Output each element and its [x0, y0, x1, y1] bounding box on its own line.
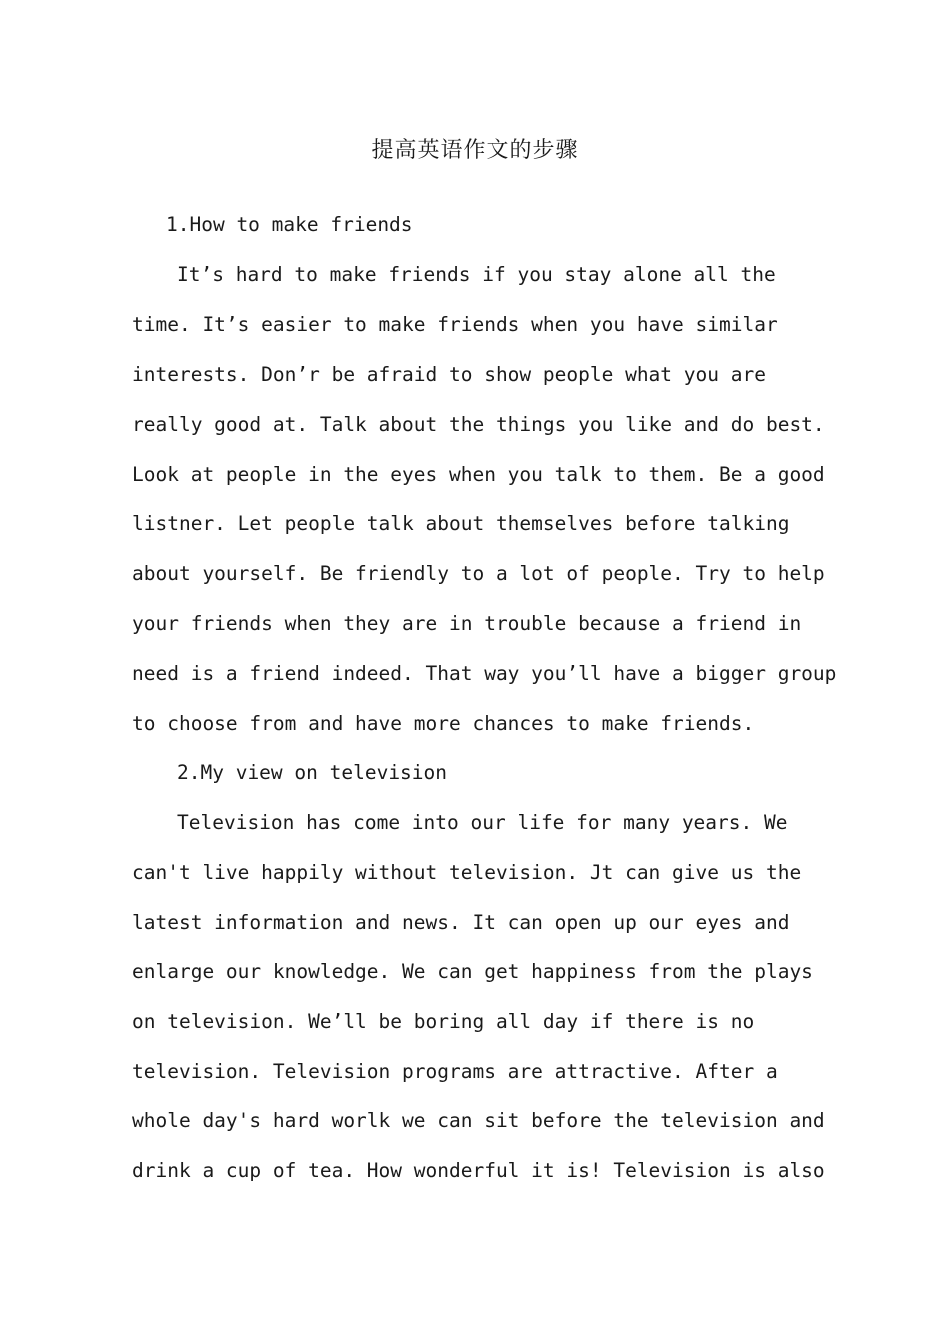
paragraph-line: listner. Let people talk about themselves before talking [132, 512, 790, 535]
paragraph-line: Television has come into our life for many years. We [177, 811, 788, 834]
paragraph-line: really good at. Talk about the things you like and do best. [132, 413, 825, 436]
paragraph-line: your friends when they are in trouble because a friend in [132, 612, 802, 635]
section-heading: 2.My view on television [177, 761, 448, 784]
paragraph-line: latest information and news. It can open up our eyes and [132, 911, 790, 934]
paragraph-line: drink a cup of tea. How wonderful it is! Television is also [132, 1159, 825, 1182]
paragraph-line: about yourself. Be friendly to a lot of people. Try to help [132, 562, 825, 585]
paragraph-line: enlarge our knowledge. We can get happiness from the plays [132, 960, 813, 983]
paragraph-line: whole day's hard worlk we can sit before the television and [132, 1109, 825, 1132]
section-heading: 1.How to make friends [166, 213, 413, 236]
paragraph-line: Look at people in the eyes when you talk to them. Be a good [132, 463, 825, 486]
paragraph-line: It’s hard to make friends if you stay alone all the [177, 263, 776, 286]
paragraph-line: to choose from and have more chances to make friends. [132, 712, 755, 735]
paragraph-line: on television. We’ll be boring all day if there is no [132, 1010, 755, 1033]
paragraph-line: television. Television programs are attractive. After a [132, 1060, 778, 1083]
paragraph-line: can't live happily without television. Jt can give us the [132, 861, 802, 884]
document-title: 提高英语作文的步骤 [371, 138, 579, 163]
paragraph-line: time. It’s easier to make friends when you have similar [132, 313, 778, 336]
paragraph-line: interests. Don’r be afraid to show people what you are [132, 363, 766, 386]
paragraph-line: need is a friend indeed. That way you’ll have a bigger group [132, 662, 837, 685]
